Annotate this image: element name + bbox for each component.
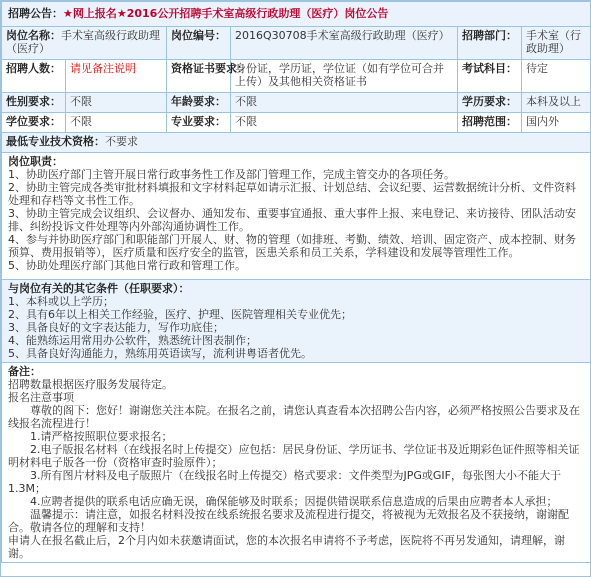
notes-paragraph: 3.所有图片材料及电子版照片（在线报名时上传提交）格式要求：文件类型为JPG或GIF，每张图大小不能大于1.3M；	[8, 469, 561, 495]
notes-paragraph: 申请人在报名截止后，2个月内如未获邀请面试，您的本次报名申请将不予考虑，医院将不再另发通知，请理解，谢谢。	[8, 534, 565, 560]
job-posting-table	[1, 1, 591, 563]
duties-title: 岗位职责：	[8, 155, 63, 168]
notes-line: 招聘数量根据医疗服务发展待定。	[8, 378, 173, 391]
condition-item: 5、具备良好沟通能力，熟练用英语读写，流利讲粤语者优先。	[8, 347, 312, 360]
certificate-label: 资格证书要求：	[167, 60, 231, 93]
position-name-value: 手术室高级行政助理（医疗）	[6, 29, 160, 55]
duty-item: 2、协助主管完成各类审批材料填报和文字材料起草如请示汇报、计划总结、会议纪要、运营数据统计分析、文件资料处理和存档等文书性工作。	[8, 181, 576, 207]
notes-paragraph: 尊敬的阁下：您好！谢谢您关注本院。在报名之前，请您认真查看本次招聘公告内容，必须严格按照公告要求及在线报名流程进行！	[8, 404, 580, 430]
title-prefix: 招聘公告：	[8, 7, 63, 20]
gender-value: 不限	[66, 93, 167, 113]
min-qualification-label: 最低专业技术资格：	[6, 135, 105, 148]
min-qualification-value: 不要求	[105, 135, 138, 148]
condition-item: 1、本科或以上学历；	[8, 295, 114, 308]
notes-paragraph: 4.应聘者提供的联系电话应确无误，确保能够及时联系；因提供错误联系信息造成的后果由应聘者本人承担；	[30, 495, 558, 508]
posting-title: ★网上报名★2016公开招聘手术室高级行政助理（医疗）岗位公告	[63, 7, 389, 20]
condition-item: 3、具备良好的文字表达能力，写作功底佳；	[8, 321, 224, 334]
exam-value: 待定	[522, 60, 591, 93]
gender-label: 性别要求：	[2, 93, 66, 113]
conditions-title: 与岗位有关的其它条件（任职要求）：	[8, 282, 190, 295]
position-code-label: 岗位编号：	[167, 27, 231, 60]
major-label: 专业要求：	[167, 113, 231, 133]
degree-label: 学位要求：	[2, 113, 66, 133]
row-gender-age-edu	[2, 93, 591, 113]
row-conditions	[2, 280, 591, 363]
certificate-value: 身份证，学历证，学位证（如有学位可合并上传）及其他相关资格证书	[231, 60, 458, 93]
duty-item: 1、协助医疗部门主管开展日常行政事务性工作及部门管理工作，完成主管交办的各项任务。	[8, 168, 455, 181]
notes-paragraph: 温馨提示：请注意，如报名材料没按在线系统报名要求及流程进行提交，将被视为无效报名及不获接纳，谢谢配合。敬请各位的理解和支持！	[8, 508, 569, 534]
notes-title: 备注：	[8, 365, 41, 378]
age-label: 年龄要求：	[167, 93, 231, 113]
education-label: 学历要求：	[458, 93, 522, 113]
row-count-cert-exam	[2, 60, 591, 93]
duty-item: 4、参与并协助医疗部门和职能部门开展人、财、物的管理（如排班、考勤、绩效、培训、固定资产、成本控制、财务预算、费用报销等），医疗质量和医疗安全的监管，医患关系和员工关系，学科建设和发展等管理性工作。	[8, 233, 576, 259]
education-value: 本科及以上	[522, 93, 591, 113]
notes-paragraph: 1.请严格按照职位要求报名；	[30, 430, 173, 443]
department-value: 手术室（行政助理）	[522, 27, 591, 60]
duty-item: 3、协助主管完成会议组织、会议督办、通知发布、重要事宜通报、重大事件上报、来电登记、来访接待、团队活动安排、纠纷投诉文件处理等内外部沟通协调性工作。	[8, 207, 576, 233]
row-min-qualification	[2, 133, 591, 153]
major-value: 不限	[231, 113, 458, 133]
condition-item: 2、具有6年以上相关工作经验，医疗、护理、医院管理相关专业优先；	[8, 308, 352, 321]
position-code-value: 2016Q30708手术室高级行政助理（医疗）	[231, 27, 458, 60]
duty-item: 5、协助处理医疗部门其他日常行政和管理工作。	[8, 259, 246, 272]
degree-value: 不限	[66, 113, 167, 133]
department-label: 招聘部门：	[458, 27, 522, 60]
row-notes	[2, 363, 591, 563]
row-degree-major-range	[2, 113, 591, 133]
age-value: 不限	[231, 93, 458, 113]
range-label: 招聘范围：	[458, 113, 522, 133]
headcount-value: 请见备注说明	[66, 60, 167, 93]
title-row	[2, 2, 591, 27]
notes-line: 报名注意事项	[8, 391, 74, 404]
row-duties	[2, 153, 591, 280]
exam-label: 考试科目：	[458, 60, 522, 93]
headcount-label: 招聘人数：	[2, 60, 66, 93]
row-name-code-dept	[2, 27, 591, 60]
condition-item: 4、能熟练运用常用办公软件，熟悉统计图表制作；	[8, 334, 257, 347]
range-value: 国内外	[522, 113, 591, 133]
position-name-label: 岗位名称：	[6, 29, 61, 42]
notes-paragraph: 2.电子版报名材料（在线报名时上传提交）应包括：居民身份证、学历证书、学位证书及近期彩色证件照等相关证明材料电子版各一份（资格审查时验原件）；	[8, 443, 580, 469]
